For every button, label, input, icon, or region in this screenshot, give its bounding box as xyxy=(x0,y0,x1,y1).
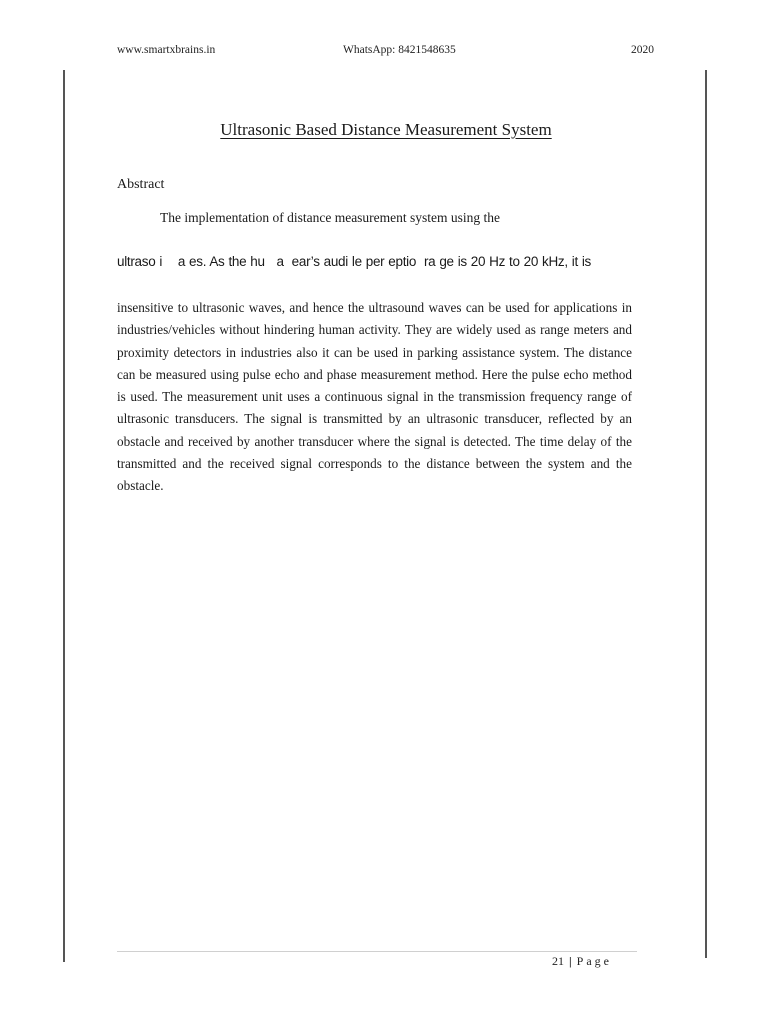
abstract-intro-line: The implementation of distance measurement system using the xyxy=(160,210,501,225)
page-border-left xyxy=(63,70,65,962)
page-number-footer xyxy=(552,954,612,969)
page-label: Page xyxy=(576,954,612,968)
header-website: www.smartxbrains.in xyxy=(117,44,216,56)
page-border-right xyxy=(705,70,707,958)
page-separator: | xyxy=(569,954,572,968)
page-number: 21 xyxy=(552,954,564,968)
header-whatsapp: WhatsApp: 8421548635 xyxy=(343,44,456,56)
document-title: Ultrasonic Based Distance Measurement System xyxy=(220,120,552,139)
abstract-heading: Abstract xyxy=(117,177,165,192)
header-year: 2020 xyxy=(631,44,654,56)
abstract-body-paragraph: insensitive to ultrasonic waves, and hence the ultrasound waves can be used for applications in industries/vehicles without hindering human activity. They are widely used as range meters and proximity detectors in industries also it can be used in parking assistance system. The distance can be measured using pulse echo and phase measurement method. Here the pulse echo method is used. The measurement unit uses a continuous signal in the transmission frequency range of ultrasonic transducers. The signal is transmitted by an ultrasonic transducer, reflected by an obstacle and received by another transducer where the signal is detected. The time delay of the transmitted and the received signal corresponds to the distance between the system and the obstacle. xyxy=(117,300,632,494)
footer-divider xyxy=(117,951,637,952)
abstract-broken-line: ultraso i a es. As the hu a ear’s audi le per eptio ra ge is 20 Hz to 20 kHz, it is xyxy=(117,254,592,269)
